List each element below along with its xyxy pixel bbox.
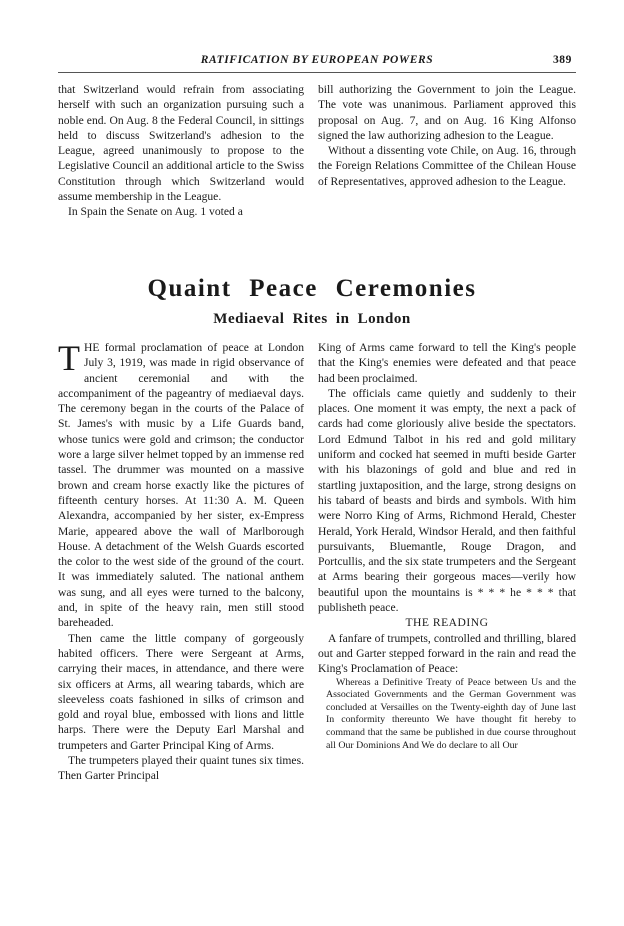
article-title: Quaint Peace Ceremonies: [147, 275, 477, 302]
running-header: [58, 52, 576, 73]
continued-column-left: [58, 82, 304, 220]
paragraph: bill authorizing the Government to join the League. The vote was unanimous. Parliament approved this proposal on Aug. 7, and on Aug. 16 King Alfonso signed the law authorizing adhesion to the League.: [318, 83, 576, 142]
paragraph: [58, 340, 304, 631]
paragraph-text: HE formal proclamation of peace at London July 3, 1919, was made in rigid observance of ancient ceremonial and with the accompaniment of the pageantry of mediaeval days. The ceremony began in the courts of the Palace of St. James's with music by a Life Guards band, whose tunics were gold and crimson; the conductor wore a large silver helmet topped by an immense red tassel. The drummer was mounted on a massive brown and cream horse exactly like the pictures of fifteenth century horses. At 11:30 A. M. Queen Alexandra, accompanied by her sister, ex-Empress Marie, appeared above the wall of Marlborough House. A detachment of the Welsh Guards escorted the color to the west side of the ground of the court. It was immediately saluted. The national anthem was sung, and all eyes were turned to the balcony, and, in spite of the heavy rain, men still stood bareheaded.: [58, 341, 304, 630]
article-subtitle: Mediaeval Rites in London: [213, 311, 411, 327]
article-column-right: [318, 340, 576, 752]
running-title: RATIFICATION BY EUROPEAN POWERS: [200, 54, 434, 66]
paragraph: Then came the little company of gorgeously habited officers. There were Sergeant at Arms, carrying their maces, in attendance, and there were six officers at Arms, all wearing tabards, which are sleeveless coats fashioned in silks of crimson and gold and royal blue, embossed with lions and little harps. There were the Deputy Earl Marshal and trumpeters and Garter Principal King of Arms.: [58, 631, 304, 752]
section-heading: THE READING: [405, 616, 489, 630]
page-number: 389: [552, 54, 572, 66]
paragraph: A fanfare of trumpets, controlled and thrilling, blared out and Garter stepped forward in the rain and read the King's Proclamation of Peace:: [318, 631, 576, 676]
continued-column-right: [318, 82, 576, 189]
drop-cap: T: [58, 338, 80, 378]
paragraph: that Switzerland would refrain from associating herself with such an organization pursuing such a noble end. On Aug. 8 the Federal Council, in sittings held to discuss Switzerland's adhesion to the League, agreed unanimously to propose to the Legislative Council an additional article to the Swiss Constitution through which Switzerland would assume membership in the League.: [58, 83, 304, 204]
proclamation-quote: Whereas a Definitive Treaty of Peace between Us and the Associated Governments and the German Government was concluded at Versailles on the Twenty-eighth day of June last In conformity thereunto We have thought fit hereby to command that the same be published in due course throughout all Our Dominions And We do declare to all Our: [326, 676, 576, 751]
paragraph: King of Arms came forward to tell the King's people that the King's enemies were defeated and that peace had been proclaimed.: [318, 341, 576, 385]
paragraph: Without a dissenting vote Chile, on Aug. 16, through the Foreign Relations Committee of the Chilean House of Representatives, approved adhesion to the League.: [318, 144, 576, 188]
paragraph: In Spain the Senate on Aug. 1 voted a: [68, 205, 243, 219]
article-column-left: [58, 340, 304, 784]
paragraph: The trumpeters played their quaint tunes six times. Then Garter Principal: [58, 754, 304, 783]
paragraph: The officials came quietly and suddenly to their places. One moment it was empty, the next a pack of cards had come gloriously alive beside the spectators. Lord Edmund Talbot in his red and gold military uniform and cocked hat seemed in mufti beside Garter with his blazonings of gold and blue and red in startling juxtaposition, and the large, strong designs on his tabard of beasts and birds and symbols. With him were Norro King of Arms, Richmond Herald, Chester Herald, York Herald, Windsor Herald, and then faithful pursuivants, Bluemantle, Rouge Dragon, and Portcullis, and the six state trumpeters and the Sergeant at Arms bearing their gorgeous maces—verily how beautiful upon the mountains is * * * he * * * that publisheth peace.: [318, 386, 576, 615]
